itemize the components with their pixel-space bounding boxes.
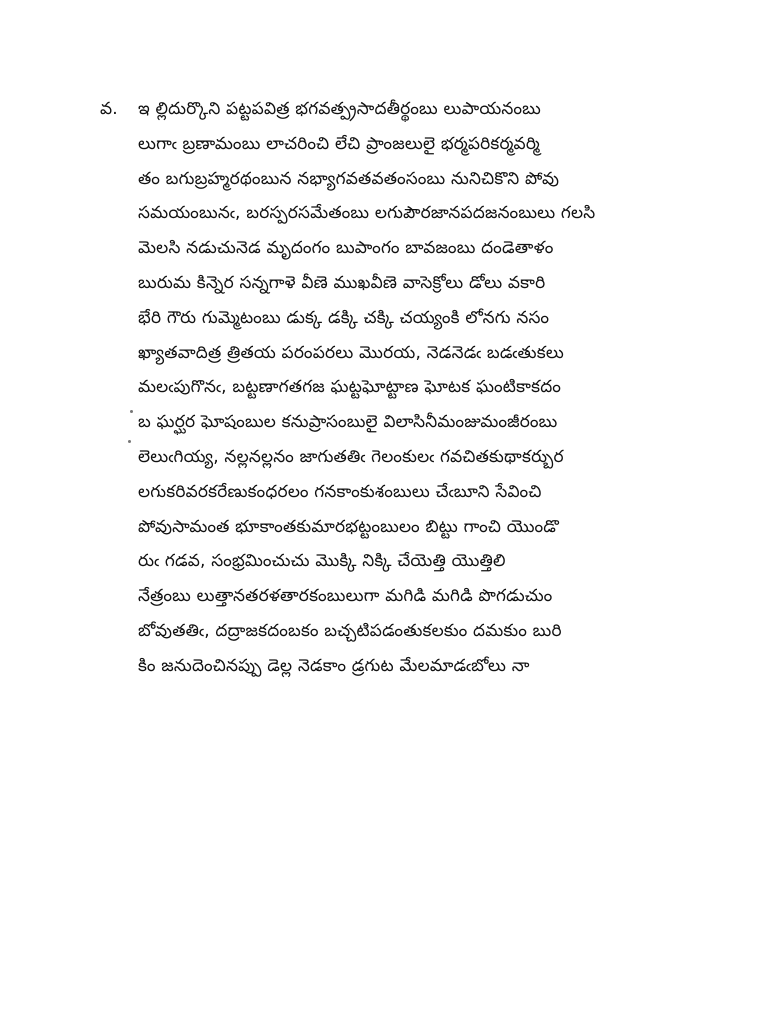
verse-line: [100, 162, 675, 197]
verse-line-text: లగుకరివరకరేణుకంధరలం గనకాంకుశంబులు చేఁబూని సేవించి: [138, 481, 542, 502]
verse-line-text: లుగాఁ బ్రణామంబు లాచరించి లేచి ప్రాంజలులై భర్మపరికర్మవర్మి: [138, 133, 540, 154]
verse-line: [100, 266, 675, 301]
verse-line-text: బోవుతతిఁ, దద్రాజకదంబకం బచ్చటిపడంతుకలకుం దమకుం బురి: [138, 620, 562, 641]
verse-line: [100, 405, 675, 440]
verse-line-text: పోవుసామంత భూకాంతకుమారభట్టంబులం బిట్టు గాంచి యొండొ: [138, 516, 560, 537]
verse-line-text: నేత్రంబు లుత్తానతరళతారకంబులుగా మగిడి మగిడి పొగడుచుం: [138, 586, 553, 607]
verse-text-block: [100, 92, 675, 684]
verse-marker: వ.: [100, 99, 118, 119]
verse-line-text: బురుమ కిన్నెర సన్నగాళె వీణె ముఖవీణె వాసెక్రోలు డోలు వకారి: [138, 272, 546, 293]
verse-line-text: తం బగుబ్రహ్మరథంబున నభ్యాగవతవతంసంబు నునిచికొని పోవు: [138, 168, 560, 189]
verse-line-text: సమయంబునఁ, బరస్పరసమేతంబు లగుపౌరజానపదజనంబులు గలసి: [138, 203, 596, 224]
verse-line: [100, 475, 675, 510]
verse-line-text: భేరి గౌరు గుమ్మెటంబు డుక్క డక్కి చక్కి చయ్యంకి లోనగు నసం: [138, 307, 550, 328]
verse-line-text: ఖ్యాతవాదిత్ర త్రితయ పరంపరలు మొరయ, నెడనెడఁ బడఁతుకలు: [138, 342, 564, 363]
verse-line: [100, 440, 675, 475]
verse-line-text: ఇ ల్లిదుర్కొని పట్టపవిత్ర భగవత్ప్రసాదతీర్థంబు లుపాయనంబు: [138, 99, 541, 119]
verse-line: [100, 301, 675, 336]
verse-line: [100, 127, 675, 162]
verse-line: [100, 614, 675, 649]
verse-line-text: బ ఘర్ఘర ఘోషంబుల కనుప్రాసంబులై విలాసినీమంజుమంజీరంబు: [138, 412, 558, 433]
verse-line-text: మెలసి నడుచునెడ మృదంగం బుపాంగం బావజంబు దండెతాళం: [138, 238, 554, 259]
verse-line: [100, 231, 675, 266]
verse-line-text: మలఁపుగొనఁ, బట్టణాగతగజ ఘట్టఘోట్టాణ ఘోటక ఘంటికాకదం: [138, 377, 562, 398]
verse-line-text: కిం జనుదెంచినప్పు డెల్ల నెడకాం డ్రగుట మేలమాడఁబోలు నా: [138, 655, 530, 676]
verse-line: [100, 196, 675, 231]
verse-line: [100, 92, 675, 127]
verse-line: [100, 579, 675, 614]
scan-speck: [128, 440, 131, 443]
verse-line: [100, 336, 675, 371]
verse-line: [100, 370, 675, 405]
verse-line: [100, 510, 675, 545]
scan-speck: [130, 410, 133, 413]
verse-line-text: రుఁ గడవ, సంభ్రమించుచు మొక్కి నిక్కి చేయెత్తి యొత్తిలి: [138, 551, 506, 572]
verse-line: [100, 544, 675, 579]
verse-line: [100, 649, 675, 684]
verse-line-text: లెలుఁగియ్య, నల్లనల్లనం జాగుతతిఁ గెలంకులఁ గవచితకుథాకర్బుర: [138, 446, 564, 467]
